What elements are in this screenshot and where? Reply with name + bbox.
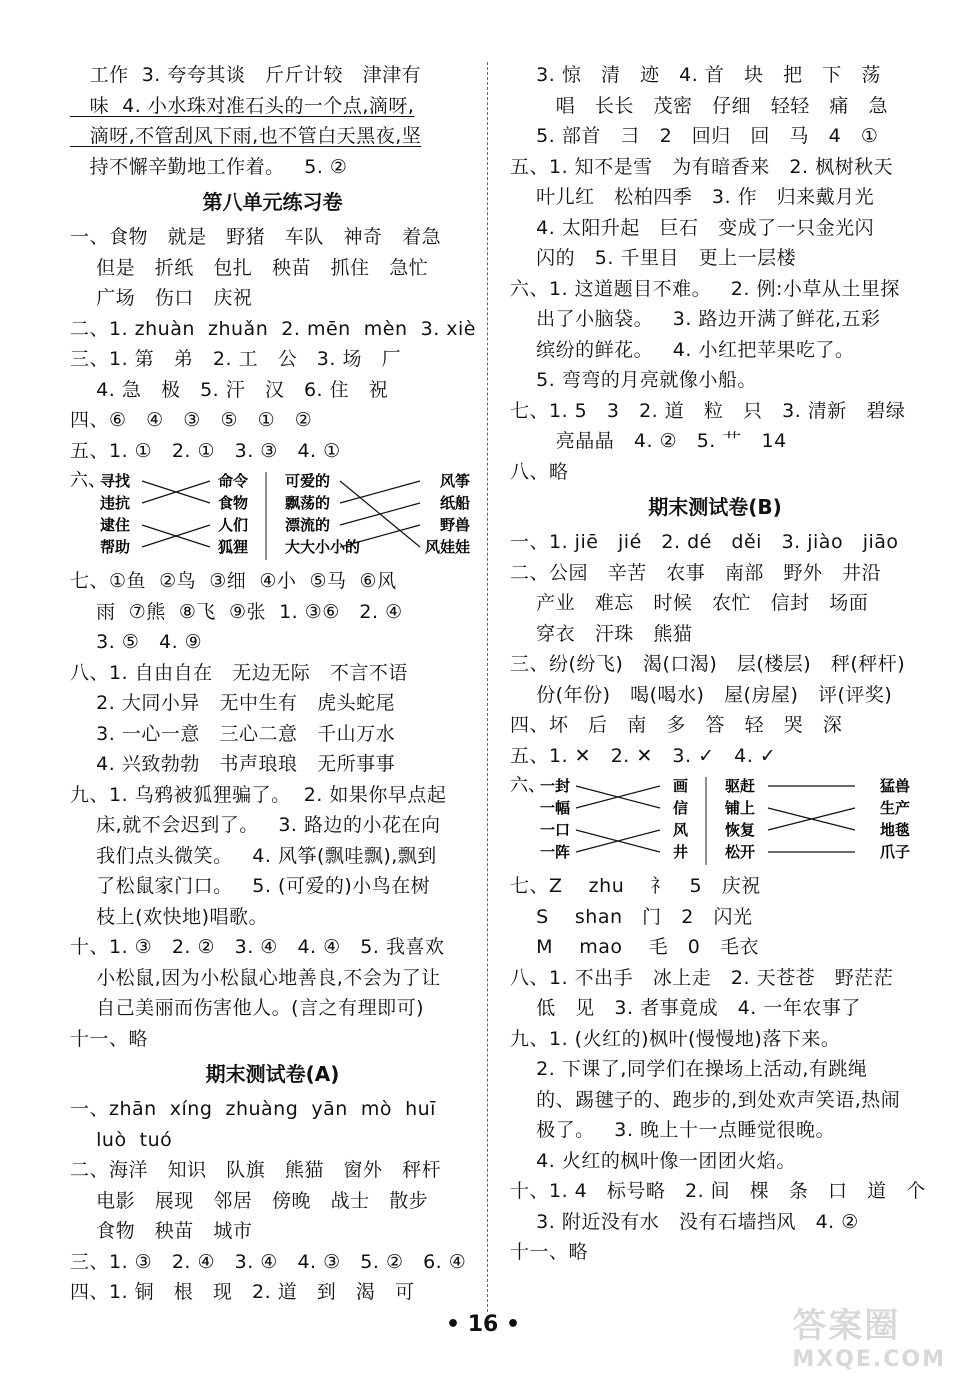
matching-word: 违抗 [100, 494, 131, 512]
answer-line: 十一、略 [510, 1241, 589, 1263]
matching-word: 地毯 [879, 821, 910, 839]
answer-line: 低 见 3. 者事竟成 4. 一年农事了 [510, 997, 861, 1019]
matching-word: 漂流的 [285, 516, 331, 534]
answer-line: 一、1. jiē jié 2. dé děi 3. jiào jiāo [510, 531, 899, 553]
left-column [70, 60, 475, 1308]
answer-line: S shan 门 2 闪光 [510, 905, 753, 928]
answer-line: 四、坏 后 南 多 答 轻 哭 深 [510, 714, 843, 736]
answer-line: 七、①鱼 ②鸟 ③细 ④小 ⑤马 ⑥风 [70, 570, 397, 592]
matching-word: 飘荡的 [285, 494, 331, 512]
answer-line: 二、1. zhuàn zhuǎn 2. mēn mèn 3. xiè [70, 317, 476, 340]
page-number: • 16 • [445, 1312, 521, 1337]
answer-line: 味 4. 小水珠对准石头的一个点,滴呀, [70, 94, 415, 117]
matching-label: 六、 [70, 470, 106, 491]
answer-line: luò tuó [70, 1128, 173, 1151]
answer-line: 八、1. 不出手 冰上走 2. 天苍苍 野茫茫 [510, 966, 894, 989]
answer-line: 七、Z zhu 礻 5 庆祝 [510, 875, 761, 897]
answer-line: 十一、略 [70, 1027, 149, 1050]
answer-line: 2. 下课了,同学们在操场上活动,有跳绳 [510, 1058, 868, 1080]
answer-line: 我们点头微笑。 4. 风筝(飘哇飘),飘到 [70, 844, 437, 867]
answer-line: 广场 伤口 庆祝 [70, 287, 253, 309]
answer-line: M mao 毛 0 毛衣 [510, 936, 759, 958]
answer-line: 十、1. 4 标号略 2. 间 棵 条 口 道 个 [510, 1180, 926, 1202]
answer-line: 叶儿红 松柏四季 3. 作 归来戴月光 [510, 186, 875, 208]
matching-word: 风筝 [439, 472, 470, 490]
answer-line: 五、1. ① 2. ① 3. ③ 4. ① [70, 439, 341, 462]
answer-line: 但是 折纸 包扎 秧苗 抓住 急忙 [70, 256, 429, 279]
matching-word: 大大小小的 [285, 538, 361, 556]
answer-line: 亮晶晶 4. ② 5. 艹 14 [510, 430, 787, 452]
answer-line: 4. 太阳升起 巨石 变成了一只金光闪 [510, 216, 875, 239]
answer-line: 产业 难忘 时候 农忙 信封 场面 [510, 592, 869, 614]
answer-line: 持不懈辛勤地工作着。 5. ② [70, 155, 348, 178]
answer-line: 穿衣 汗珠 熊猫 [510, 622, 693, 645]
matching-word: 井 [672, 843, 688, 861]
matching-word: 驱赶 [725, 777, 756, 795]
answer-line: 五、1. 知不是雪 为有暗香来 2. 枫树秋天 [510, 155, 894, 178]
matching-word: 猛兽 [879, 777, 910, 795]
matching-word: 松开 [725, 843, 756, 861]
answer-line: 二、公园 辛苦 农事 南部 野外 井沿 [510, 561, 882, 584]
matching-word: 纸船 [439, 494, 470, 512]
answer-line: 一、食物 就是 野猪 车队 神奇 着急 [70, 226, 442, 248]
matching-word: 一封 [540, 777, 571, 795]
matching-word: 风 [672, 821, 688, 839]
matching-diagram [510, 771, 915, 871]
matching-word: 逮住 [100, 516, 131, 534]
answer-line: 3. 附近没有水 没有石墙挡风 4. ② [510, 1210, 859, 1233]
matching-word: 一幅 [540, 799, 571, 817]
right-column [510, 60, 926, 1268]
answer-line: 4. 兴致勃勃 书声琅琅 无所事事 [70, 753, 396, 775]
matching-word: 一阵 [540, 843, 571, 861]
match-link [340, 525, 420, 547]
matching-word: 狐狸 [217, 538, 248, 556]
match-link [340, 481, 420, 503]
answer-line: 5. 部首 彐 2 回归 回 马 4 ① [510, 125, 879, 147]
matching-word: 风娃娃 [424, 538, 470, 556]
answer-line: 六、1. 这道题目不难。 2. 例:小草从土里探 [510, 277, 900, 300]
answer-line: 小松鼠,因为小松鼠心地善良,不会为了让 [70, 966, 441, 989]
matching-word: 可爱的 [285, 472, 331, 490]
answer-line: 五、1. ✕ 2. ✕ 3. ✓ 4. ✓ [510, 744, 777, 767]
answer-line: 4. 急 极 5. 汗 汉 6. 住 祝 [70, 378, 389, 401]
answer-line: 十、1. ③ 2. ② 3. ④ 4. ④ 5. 我喜欢 [70, 936, 445, 958]
matching-word: 生产 [879, 799, 910, 817]
answer-line: 雨 ⑦熊 ⑧飞 ⑨张 1. ③⑥ 2. ④ [70, 600, 403, 623]
answer-line: 缤纷的鲜花。 4. 小红把苹果吃了。 [510, 338, 855, 361]
answer-line: 的、踢毽子的、跑步的,到处欢声笑语,热闹 [510, 1088, 901, 1111]
answer-line: 滴呀,不管刮风下雨,也不管白天黑夜,坚 [70, 125, 422, 147]
matching-word: 爪子 [879, 843, 910, 861]
answer-line: 了松鼠家门口。 5. (可爱的)小鸟在树 [70, 875, 431, 897]
answer-line: 八、1. 自由自在 无边无际 不言不语 [70, 661, 408, 684]
matching-label: 六、 [510, 775, 546, 796]
answer-line: 出了小脑袋。 3. 路边开满了鲜花,五彩 [510, 308, 881, 330]
matching-word: 帮助 [100, 538, 131, 556]
answer-line: 电影 展现 邻居 傍晚 战士 散步 [70, 1189, 429, 1212]
section-heading: 期末测试卷(B) [648, 495, 782, 519]
answer-line: 闪的 5. 千里目 更上一层楼 [510, 247, 797, 269]
answer-line: 九、1. 乌鸦被狐狸骗了。 2. 如果你早点起 [70, 783, 447, 806]
answer-line: 四、⑥ ④ ③ ⑤ ① ② [70, 409, 313, 431]
section-heading: 第八单元练习卷 [202, 190, 343, 214]
matching-word: 画 [672, 777, 688, 795]
match-link [340, 503, 420, 525]
matching-word: 食物 [217, 494, 248, 512]
matching-word: 信 [672, 799, 688, 817]
watermark-logo: 答案圈 MXQE.COM [792, 1306, 946, 1372]
section-heading: 期末测试卷(A) [205, 1062, 340, 1086]
answer-line: 2. 大同小异 无中生有 虎头蛇尾 [70, 692, 396, 714]
answer-line: 四、1. 铜 根 现 2. 道 到 渴 可 [70, 1281, 415, 1303]
answer-line: 三、1. ③ 2. ④ 3. ④ 4. ③ 5. ② 6. ④ [70, 1250, 467, 1273]
answer-line: 份(年份) 喝(喝水) 屋(房屋) 评(评奖) [510, 683, 893, 706]
column-divider [487, 62, 488, 1312]
answer-line: 4. 火红的枫叶像一团团火焰。 [510, 1149, 796, 1172]
matching-word: 人们 [217, 516, 248, 534]
answer-line: 二、海洋 知识 队旗 熊猫 窗外 秤杆 [70, 1159, 442, 1181]
answer-line: 3. 一心一意 三心二意 千山万水 [70, 722, 396, 745]
matching-word: 命令 [217, 472, 248, 490]
answer-line: 极了。 3. 晚上十一点睡觉很晚。 [510, 1119, 835, 1141]
answer-line: 5. 弯弯的月亮就像小船。 [510, 369, 757, 391]
answer-line: 工作 3. 夸夸其谈 斤斤计较 津津有 [70, 64, 422, 86]
answer-line: 三、1. 第 弟 2. 工 公 3. 场 厂 [70, 348, 402, 370]
matching-word: 野兽 [439, 516, 470, 534]
answer-line: 枝上(欢快地)唱歌。 [70, 905, 268, 928]
matching-word: 一口 [540, 821, 571, 839]
matching-word: 铺上 [725, 799, 756, 817]
answer-line: 食物 秧苗 城市 [70, 1220, 253, 1242]
answer-line: 3. ⑤ 4. ⑨ [70, 631, 203, 653]
matching-word: 寻找 [100, 472, 131, 490]
answer-line: 一、zhān xíng zhuàng yān mò huī [70, 1098, 436, 1120]
answer-line: 自己美丽而伤害他人。(言之有理即可) [70, 997, 424, 1019]
matching-word: 恢复 [725, 821, 756, 839]
answer-line: 八、略 [510, 460, 569, 483]
answer-line: 三、纷(纷飞) 渴(口渴) 层(楼层) 秤(秤杆) [510, 653, 906, 675]
answer-line: 七、1. 5 3 2. 道 粒 只 3. 清新 碧绿 [510, 399, 906, 422]
answer-line: 床,就不会迟到了。 3. 路边的小花在向 [70, 814, 441, 836]
matching-diagram [70, 466, 475, 566]
answer-line: 3. 惊 清 迹 4. 首 块 把 下 荡 [510, 64, 881, 86]
answer-line: 唱 长长 茂密 仔细 轻轻 痛 急 [510, 94, 888, 117]
answer-line: 九、1. (火红的)枫叶(慢慢地)落下来。 [510, 1027, 841, 1050]
